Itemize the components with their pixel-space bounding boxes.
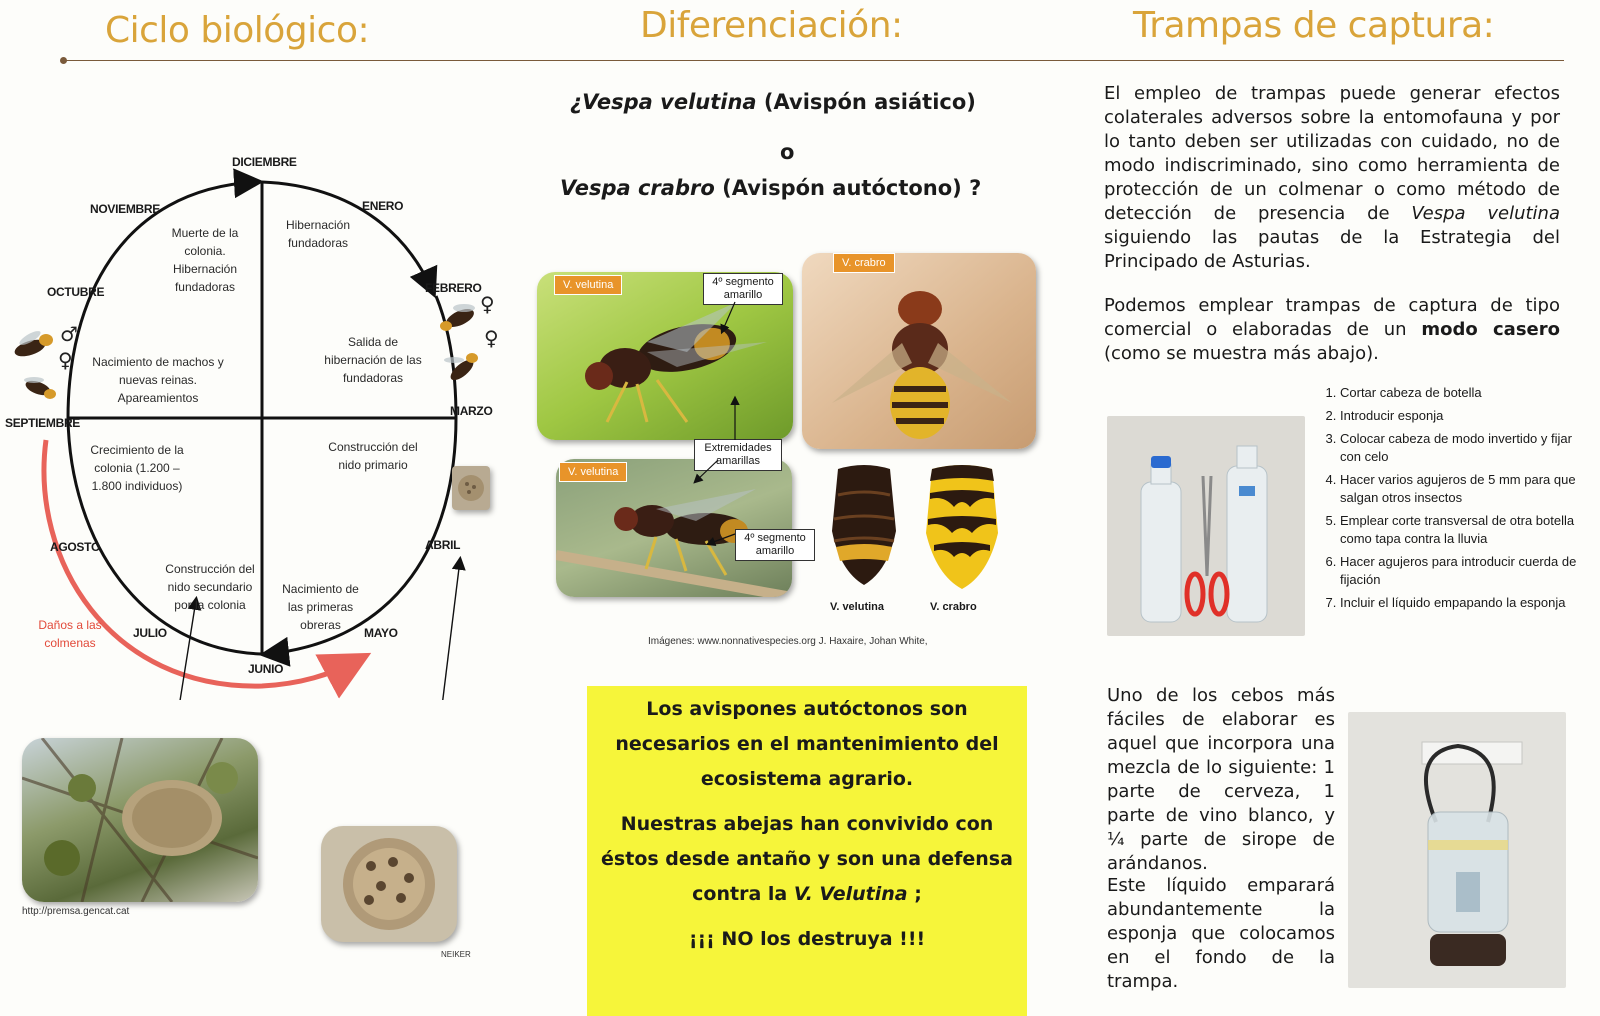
abdomen-crabro-illustration [924,461,1000,589]
month-octubre: OCTUBRE [47,285,105,299]
phase-nacimiento-machos: Nacimiento de machos y nuevas reinas. Apareamientos [92,355,224,405]
month-agosto: AGOSTO [50,540,100,554]
notice-p3: ¡¡¡ NO los destruya !!! [688,928,926,950]
month-julio: JULIO [133,626,167,640]
month-mayo: MAYO [364,626,398,640]
title-ciclo: Ciclo biológico: [105,10,370,51]
month-abril: ABRIL [425,538,461,552]
trap-step: 2. Introducir esponja [1340,407,1580,425]
question-velutina [570,90,976,114]
female-icon: ♀ [484,326,499,350]
label-abdomen-velutina: V. velutina [830,601,885,613]
notice-p1: Los avispones autóctonos son necesarios en el mantenimiento del ecosistema agrario. [615,698,999,790]
tree-nest-icon [22,738,258,902]
notice-p2: Nuestras abejas han convivido con éstos desde antaño y son una defensa contra la V. Velutina ; [601,813,1013,905]
damage-label: Daños a las colmenas [38,618,102,650]
crabro-photo [802,253,1036,449]
primary-nest-photo [452,466,490,510]
traps-paragraph-2: Podemos emplear trampas de captura de tipo comercial o elaboradas de un modo casero (como se muestra más abajo). [1104,295,1560,364]
phase-nido-secundario: Construcción del nido secundario por la colonia [165,562,255,612]
month-junio: JUNIO [248,662,284,676]
month-marzo: MARZO [450,404,493,418]
phase-muerte: Muerte de la colonia. Hibernación fundadoras [171,226,239,294]
tag-velutina-bottom: V. velutina [559,462,627,482]
traps-paragraph-4: Este líquido emparará abundantemente la esponja que colocamos en el fondo de la trampa. [1107,875,1335,992]
callout-lines [530,250,830,610]
nest-arrow-secondary [176,600,196,700]
credit-images: Imágenes: www.nonnativespecies.org J. Haxaire, Johan White, [648,636,928,647]
question-crabro [560,176,981,200]
trap-step: 3. Colocar cabeza de modo invertido y fijar con celo [1340,430,1580,466]
species-velutina: ¿Vespa velutina [570,90,757,114]
month-enero: ENERO [362,199,404,213]
nest-icon [452,466,490,510]
species-crabro: Vespa crabro [560,176,715,200]
header-rule [64,60,1564,61]
label-abdomen-crabro: V. crabro [930,601,977,613]
common-asiatico: (Avispón asiático) [756,90,976,114]
phase-nido-primario: Construcción del nido primario [328,440,418,472]
title-trampas: Trampas de captura: [1133,5,1495,46]
trap-step: 1. Cortar cabeza de botella [1340,384,1580,402]
month-febrero: FEBRERO [425,281,482,295]
native-hornet-notice [587,686,1027,1016]
trap-steps-list [1320,384,1580,617]
bottle-scissors-icon [1107,416,1305,636]
callout-extremidades: Extremidades amarillas [694,439,782,471]
credit-neiker: NEIKER [441,950,471,959]
phase-crecimiento: Crecimiento de la colonia (1.200 – 1.800 individuos) [90,443,184,493]
wasp-icon [802,253,1036,449]
traps-paragraph-1: El empleo de trampas puede generar efectos colaterales adversos sobre la entomofauna y por lo tanto deben ser utilizadas con cuidado, no de modo indiscriminado, sino como herramienta de protección de un colmenar o como método de detección de presencia de Vespa velutina siguiendo las pautas de la Estrategia del Principado de Asturias. [1104,83,1560,272]
question-or: o [780,140,795,164]
hanging-trap-icon [1348,712,1566,988]
callout-segmento-bottom: 4º segmento amarillo [735,529,815,561]
female-icon: ♀ [58,348,73,372]
primary-nest-large-photo [321,826,457,942]
phase-salida: Salida de hibernación de las fundadoras [324,335,422,385]
month-noviembre: NOVIEMBRE [90,202,160,216]
female-icon: ♀ [480,292,495,316]
month-diciembre: DICIEMBRE [232,155,297,169]
tag-velutina-top: V. velutina [554,275,622,295]
trap-step: 7. Incluir el líquido empapando la esponja [1340,594,1580,612]
common-autoctono: (Avispón autóctono) ? [714,176,982,200]
abdomen-velutina-illustration [828,461,900,585]
phase-hibernacion: Hibernación fundadoras [285,218,351,250]
traps-paragraph-3: Uno de los cebos más fáciles de elaborar es aquel que incorpora una mezcla de lo siguiente: 1 parte de cerveza, 1 parte de vino blanco, y ¼ parte de sirope de arándanos. [1107,685,1335,874]
nest-icon [321,826,457,942]
callout-segmento-top: 4º segmento amarillo [703,273,783,305]
month-septiembre: SEPTIEMBRE [5,416,81,430]
hanging-trap-photo [1348,712,1566,988]
wasp-icon [10,328,58,362]
trap-step: 4. Hacer varios agujeros de 5 mm para que salgan otros insectos [1340,471,1580,507]
wasp-icon [438,300,482,334]
nest-arrow-primary [428,560,460,700]
wasp-icon [20,372,60,402]
secondary-nest-photo [22,738,258,902]
wasp-icon [442,350,482,384]
trap-step: 5. Emplear corte transversal de otra botella como tapa contra la lluvia [1340,512,1580,548]
male-icon: ♂ [60,322,78,346]
phase-primeras-obreras: Nacimiento de las primeras obreras [282,582,359,632]
title-diferenciacion: Diferenciación: [640,5,903,46]
trap-step: 6. Hacer agujeros para introducir cuerda de fijación [1340,553,1580,589]
bottle-trap-photo [1107,416,1305,636]
tag-crabro: V. crabro [833,253,895,273]
credit-gencat: http://premsa.gencat.cat [22,906,130,917]
